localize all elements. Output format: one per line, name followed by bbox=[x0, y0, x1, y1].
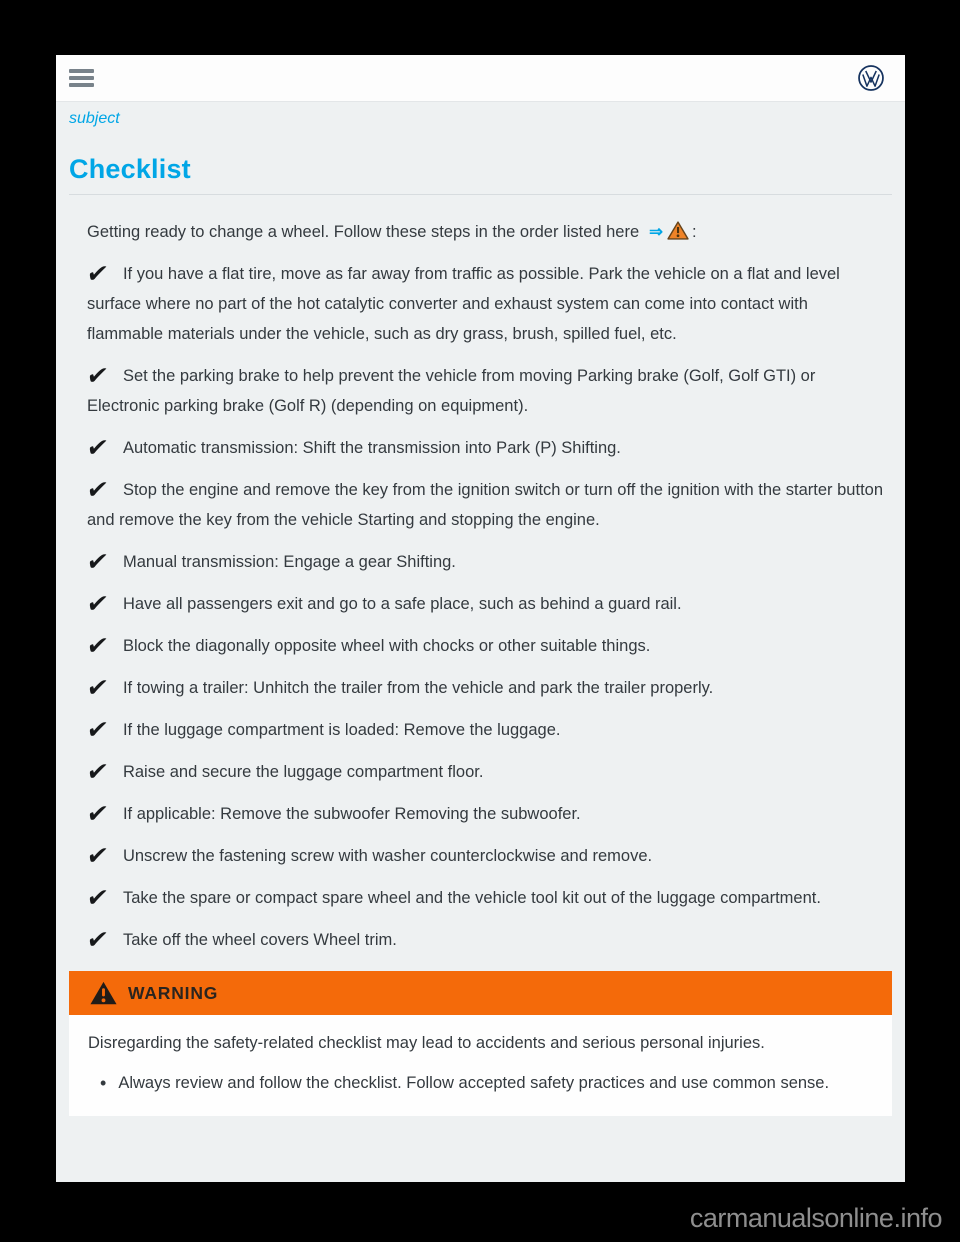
checklist-item bbox=[84, 799, 884, 829]
intro-paragraph: Getting ready to change a wheel. Follow these steps in the order listed here ⇒ : bbox=[87, 223, 697, 241]
checklist-item bbox=[84, 841, 884, 871]
checklist-item-text: If the luggage compartment is loaded: Remove the luggage. bbox=[122, 721, 561, 739]
checklist-item bbox=[84, 883, 884, 913]
checklist-item-text: Block the diagonally opposite wheel with chocks or other suitable things. bbox=[122, 637, 651, 655]
watermark: carmanualsonline.info bbox=[689, 1203, 942, 1233]
checklist-item-text: Raise and secure the luggage compartment floor. bbox=[122, 763, 484, 781]
checklist-item bbox=[84, 547, 884, 577]
page-title: Checklist bbox=[69, 154, 191, 184]
checkmark-icon: ✔ bbox=[84, 434, 111, 462]
checklist-item-text: Set the parking brake to help prevent the vehicle from moving Parking brake (Golf, Golf GTI) or Electronic parking brake (Golf R) (depending on equipment). bbox=[87, 367, 816, 415]
checkmark-icon: ✔ bbox=[84, 590, 111, 618]
checklist-item bbox=[84, 715, 884, 745]
checklist-item-text: Manual transmission: Engage a gear Shifting. bbox=[122, 553, 456, 571]
breadcrumb-subject: subject bbox=[69, 110, 120, 127]
checklist-item-text: Take off the wheel covers Wheel trim. bbox=[122, 931, 397, 949]
checklist-item-text: If you have a flat tire, move as far away from traffic as possible. Park the vehicle on a flat and level surface where no part of the hot catalytic converter and exhaust system can come into contact with flammable materials under the vehicle, such as dry grass, brush, spilled fuel, etc. bbox=[87, 265, 840, 343]
warning-bullet-text: Always review and follow the checklist. Follow accepted safety practices and use common sense. bbox=[118, 1074, 830, 1092]
checkmark-icon: ✔ bbox=[84, 842, 111, 870]
checklist-item-text: Unscrew the fastening screw with washer counterclockwise and remove. bbox=[122, 847, 653, 865]
checklist-item bbox=[84, 589, 884, 619]
checklist-item bbox=[84, 757, 884, 787]
checkmark-icon: ✔ bbox=[84, 476, 111, 504]
checkmark-icon: ✔ bbox=[84, 632, 111, 660]
warning-bullet-list bbox=[88, 1068, 872, 1098]
warning-box bbox=[69, 971, 892, 1116]
checklist-item bbox=[84, 361, 884, 421]
reference-arrow-icon[interactable]: ⇒ bbox=[649, 223, 663, 241]
menu-icon[interactable] bbox=[67, 65, 96, 91]
warning-triangle-icon bbox=[90, 981, 117, 1005]
checklist-item bbox=[84, 475, 884, 535]
checkmark-icon: ✔ bbox=[84, 362, 111, 390]
checkmark-icon: ✔ bbox=[84, 884, 111, 912]
checklist-item-text: Take the spare or compact spare wheel and the vehicle tool kit out of the luggage compartment. bbox=[122, 889, 821, 907]
manual-page bbox=[56, 55, 905, 1182]
checklist-item bbox=[84, 259, 884, 349]
bullet-icon: • bbox=[100, 1073, 107, 1093]
checkmark-icon: ✔ bbox=[84, 674, 111, 702]
checkmark-icon: ✔ bbox=[84, 926, 111, 954]
title-divider bbox=[69, 194, 892, 195]
checklist-item-text: Automatic transmission: Shift the transmission into Park (P) Shifting. bbox=[122, 439, 621, 457]
warning-body bbox=[69, 1015, 892, 1116]
warning-triangle-icon[interactable] bbox=[667, 221, 689, 240]
warning-title: WARNING bbox=[128, 982, 219, 1003]
checkmark-icon: ✔ bbox=[84, 758, 111, 786]
checklist-item-text: Stop the engine and remove the key from the ignition switch or turn off the ignition with the starter button and remove the key from the vehicle Starting and stopping the engine. bbox=[87, 481, 884, 529]
vw-logo-icon bbox=[857, 64, 885, 92]
warning-text: Disregarding the safety-related checklist may lead to accidents and serious personal injuries. bbox=[88, 1034, 765, 1052]
checklist-item-text: If applicable: Remove the subwoofer Removing the subwoofer. bbox=[122, 805, 581, 823]
checklist-item-text: If towing a trailer: Unhitch the trailer from the vehicle and park the trailer properly. bbox=[122, 679, 714, 697]
checkmark-icon: ✔ bbox=[84, 548, 111, 576]
checklist-item bbox=[84, 631, 884, 661]
top-bar bbox=[56, 55, 905, 102]
checkmark-icon: ✔ bbox=[84, 716, 111, 744]
checklist-item bbox=[84, 433, 884, 463]
checklist-item bbox=[84, 925, 884, 955]
warning-bullet-item bbox=[88, 1068, 872, 1098]
warning-header bbox=[69, 971, 892, 1015]
checkmark-icon: ✔ bbox=[84, 800, 111, 828]
checklist-item-text: Have all passengers exit and go to a safe place, such as behind a guard rail. bbox=[122, 595, 682, 613]
checklist bbox=[84, 259, 884, 955]
checkmark-icon: ✔ bbox=[84, 260, 111, 288]
checklist-item bbox=[84, 673, 884, 703]
